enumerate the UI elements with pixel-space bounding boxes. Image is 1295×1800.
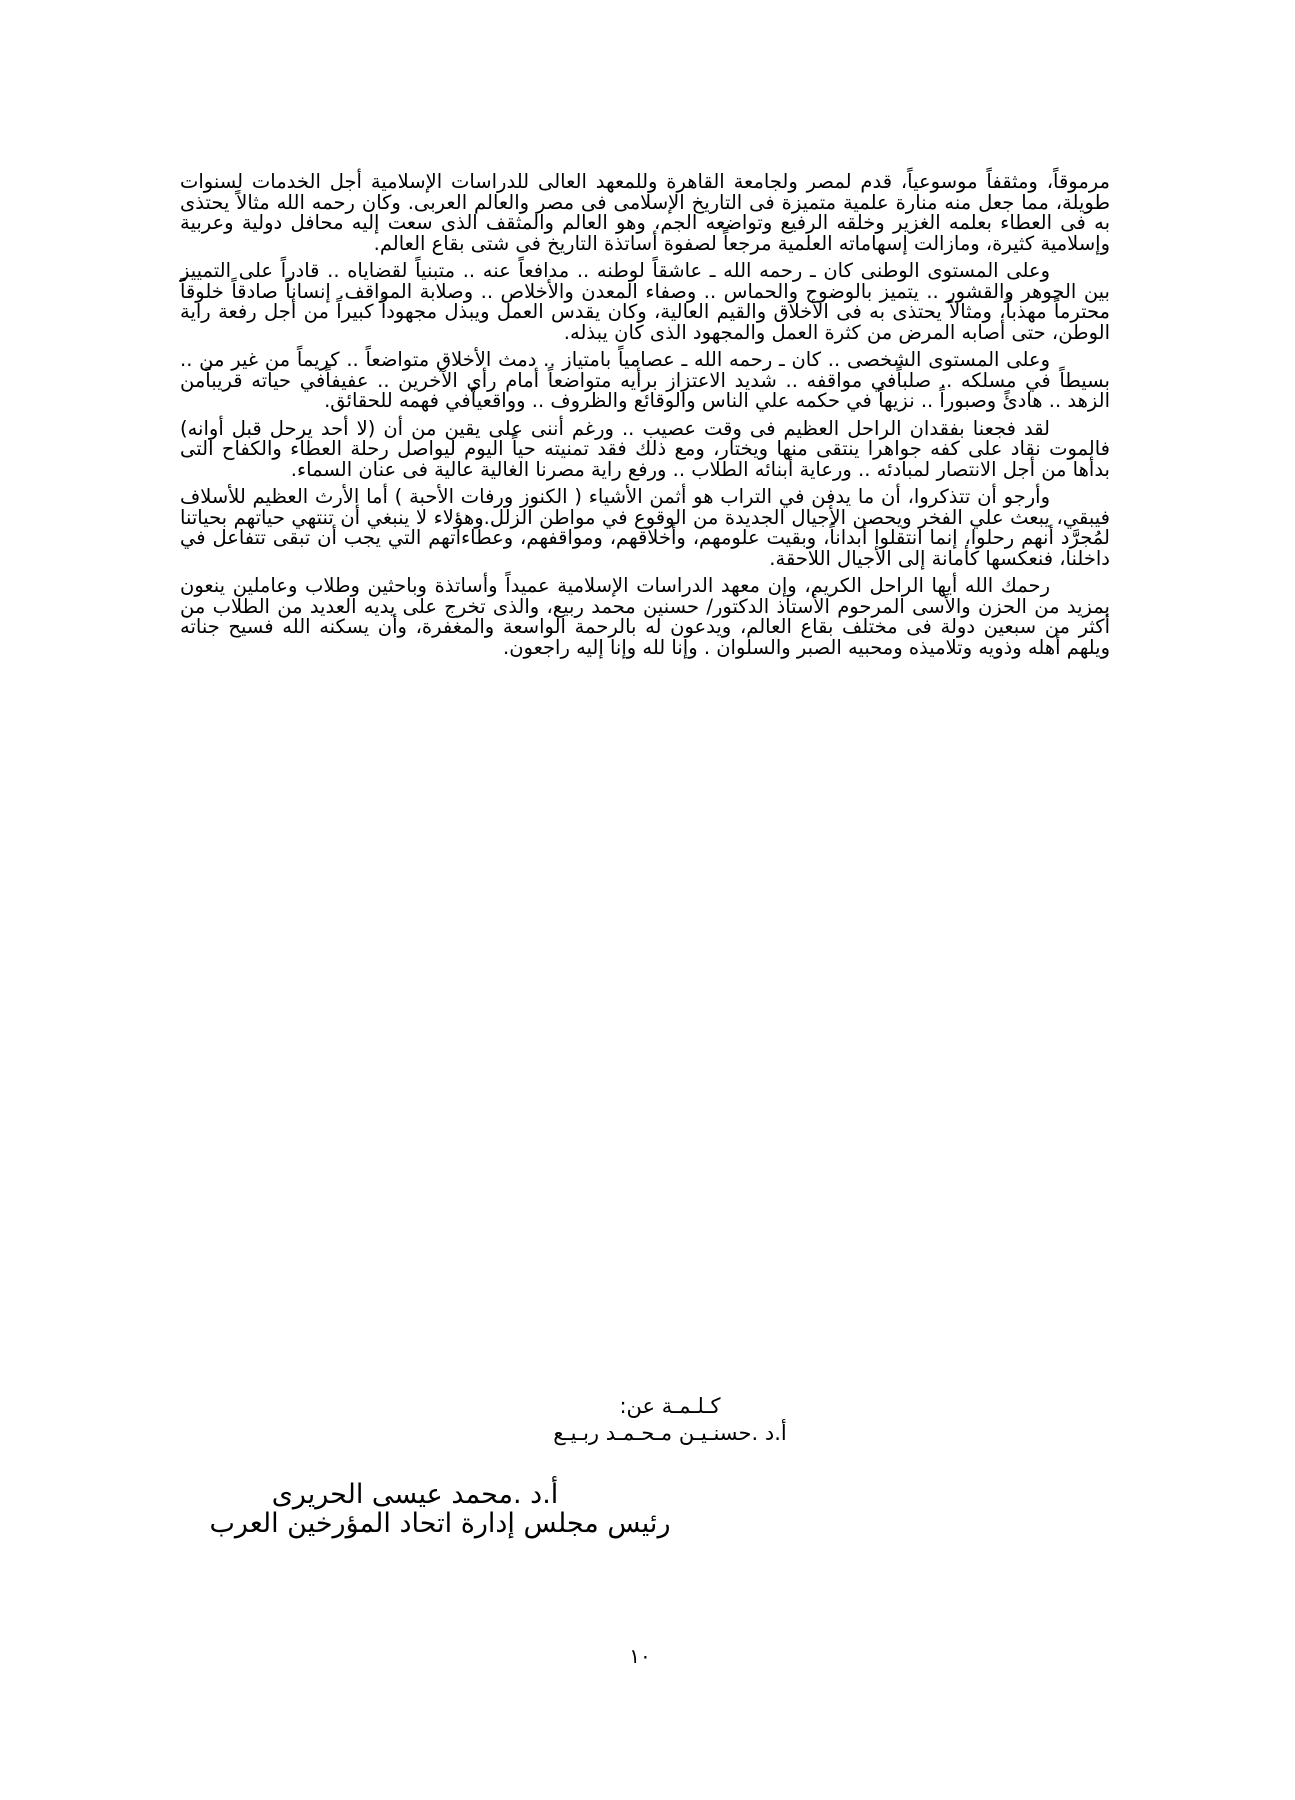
author-name: أ.د .محمد عيسى الحريرى: [271, 1479, 559, 1510]
author-title: رئيس مجلس إدارة اتحاد المؤرخين العرب: [209, 1508, 671, 1539]
author-signature: [180, 1480, 700, 1538]
paragraph-legacy: وأرجو أن تتذكروا، أن ما يدفن في التراب هو أثمن الأشياء ( الكنوز ورفات الأحبة ) أما الأرث العظيم للأسلاف فيبقي، يبعث علي الفخر ويحصن الأجيال الجديدة من الوقوع في مواطن الزلل.وهؤلاء لا ينبغي أن تنتهي حياتهم بحياتنا لمُجرَّد أنهم رحلوا، إنما انتقلوا أبداناً، وبقيت علومهم، وأخلاقهم، ومواقفهم، وعطاءاتهم التي يجب أن تبقى تتفاعل في داخلنا، فنعكسها كأمانة إلى الأجيال اللاحقة.: [180, 485, 1110, 570]
caption-subject: أ.د .حسنـيـن مـحـمـد ربـيـع: [553, 1421, 787, 1445]
paragraph-personal: وعلى المستوى الشخصى .. كان ـ رحمه الله ـ عصامياً بامتياز .. دمث الأخلاق متواضعاً .. كريماً من غير من .. بسيطاً في مسلكه .. صلباًفي مواقفه .. شديد الاعتزاز برأيه متواضعاً أمام رأي الآخرين .. عفيفاًفي حياته قريباًمن الزهد .. هادئً وصبوراً .. نزيهاً في حكمه علي الناس والوقائع والظروف .. وواقعياًفي فهمه للحقائق.: [180, 348, 1110, 412]
caption-label: كـلـمـة عن:: [619, 1394, 721, 1418]
paragraph-condolence: رحمك الله أيها الراحل الكريم، وإن معهد الدراسات الإسلامية عميداً وأساتذة وباحثين وطلاب وعاملين ينعون بمزيد من الحزن والأسى المرحوم الأستاذ الدكتور/ حسنين محمد ربيع، والذى تخرج على يديه العديد من الطلاب من أكثر من سبعين دولة فى مختلف بقاع العالم، ويدعون له بالرحمة الواسعة والمغفرة، وأن يسكنه الله فسيح جناته ويلهم أهله وذويه وتلاميذه ومحبيه الصبر والسلوان . وإنا لله وإنا إليه راجعون.: [180, 574, 1110, 659]
tribute-caption: [470, 1393, 870, 1447]
page-number: ١٠: [629, 1644, 651, 1668]
paragraph-national: وعلى المستوى الوطنى كان ـ رحمه الله ـ عاشقاً لوطنه .. مدافعاً عنه .. متبنياً لقضاياه .. قادراً على التمييز بين الجوهر والقشور .. يتميز بالوضوح والحماس .. وصفاء المعدن والأخلاص .. وصلابة المواقف. إنساناً صادقاً خلوقاً محترماً مهذباً، ومثالاً يحتذى به فى الأخلاق والقيم العالية، وكان يقدس العمل ويبذل مجهوداً كبيراً من أجل رفعة راية الوطن، حتى أصابه المرض من كثرة العمل والمجهود الذى كان يبذله.: [180, 259, 1110, 344]
paragraph-loss: لقد فجعنا بفقدان الراحل العظيم فى وقت عصيب .. ورغم أننى على يقين من أن (لا أحد يرحل قبل أوانه) فالموت نقاد على كفه جواهرا ينتقى منها ويختار، ومع ذلك فقد تمنيته حياً اليوم ليواصل رحلة العطاء والكفاح التى بدأها من أجل الانتصار لمبادئه .. ورعاية أبنائه الطلاب .. ورفع راية مصرنا الغالية عالية فى عنان السماء.: [180, 416, 1110, 481]
body-text: [180, 172, 1110, 665]
paragraph-intro: مرموقاً، ومثقفاً موسوعياً، قدم لمصر ولجامعة القاهرة وللمعهد العالى للدراسات الإسلامية أجل الخدمات لسنوات طويلة، مما جعل منه منارة علمية متميزة فى التاريخ الإسلامى فى مصر والعالم العربى. وكان رحمه الله مثالاً يحتذى به فى العطاء بعلمه الغزير وخلقه الرفيع وتواضعه الجم، وهو العالم والمثقف الذى سعت إليه محافل دولية وعربية وإسلامية كثيرة، ومازالت إسهاماته العلمية مرجعاً لصفوة أساتذة التاريخ فى شتى بقاع العالم.: [180, 170, 1110, 255]
